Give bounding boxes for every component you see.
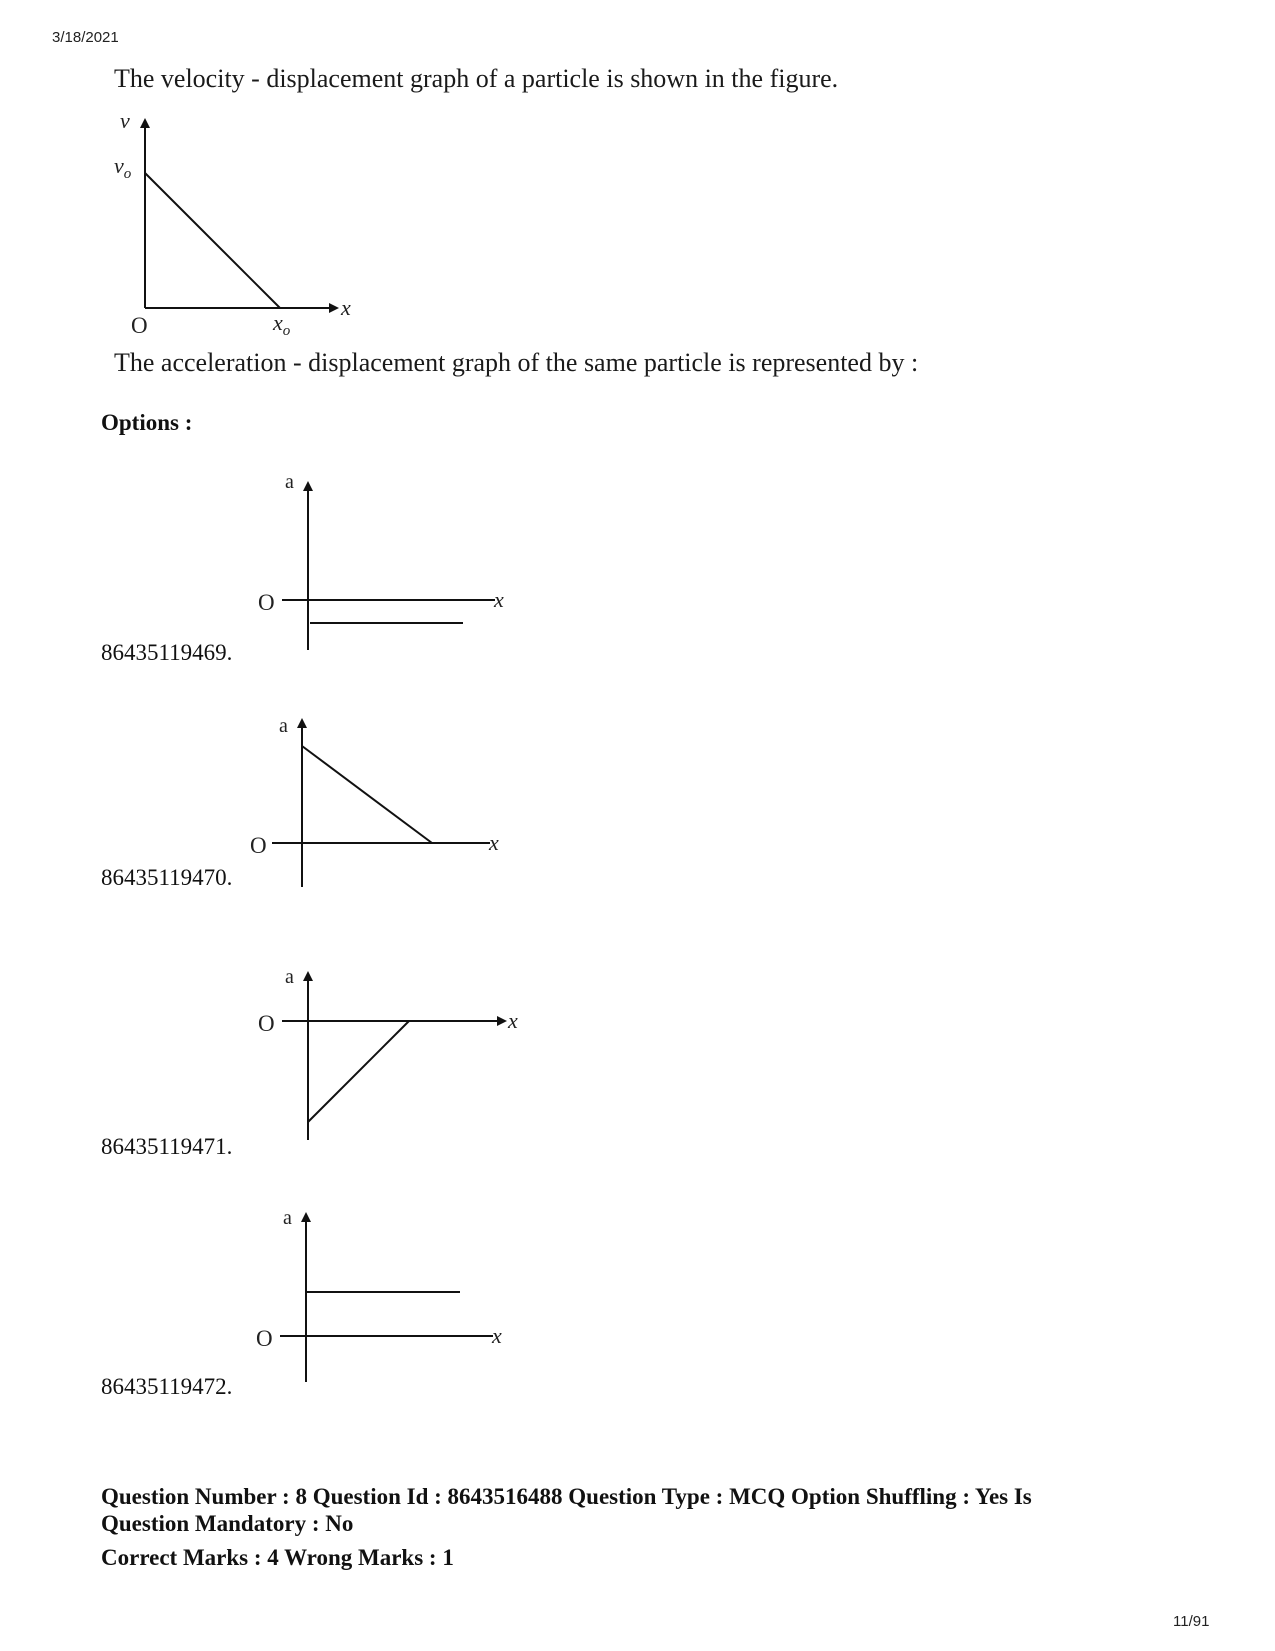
x-axis-label: x xyxy=(341,295,351,320)
x-axis-label: x xyxy=(492,1323,502,1348)
origin-label: O xyxy=(131,313,148,338)
origin-label: O xyxy=(258,1011,275,1036)
marks-line: Correct Marks : 4 Wrong Marks : 1 xyxy=(101,1545,454,1570)
origin-label: O xyxy=(258,590,275,615)
x-axis-label: x xyxy=(494,587,504,612)
x0-label: $x_o$ xyxy=(273,310,291,339)
print-date: 3/18/2021 xyxy=(52,29,119,46)
a-axis-label: a xyxy=(283,1207,292,1229)
options-heading: Options : xyxy=(101,410,193,435)
a-axis-label: a xyxy=(279,715,288,737)
question-meta-line-1: Question Number : 8 Question Id : 8643516488 Question Type : MCQ Option Shuffling : Yes Is xyxy=(101,1484,1032,1509)
origin-label: O xyxy=(250,833,267,858)
option-4-graph xyxy=(0,0,520,1390)
option-1-id[interactable]: 86435119469. xyxy=(101,640,233,665)
v-axis-label: v xyxy=(120,108,130,133)
x-axis-label: x xyxy=(489,830,499,855)
v0-label: $v_o$ xyxy=(114,153,132,182)
origin-label: O xyxy=(256,1326,273,1351)
x-axis-label: x xyxy=(508,1008,518,1033)
option-2-id[interactable]: 86435119470. xyxy=(101,865,233,890)
question-text-line-2: The acceleration - displacement graph of the same particle is represented by : xyxy=(114,348,919,377)
page-number: 11/91 xyxy=(1173,1613,1210,1630)
option-3-id[interactable]: 86435119471. xyxy=(101,1134,233,1159)
question-meta-line-2: Question Mandatory : No xyxy=(101,1511,354,1536)
option-4-id[interactable]: 86435119472. xyxy=(101,1374,233,1399)
a-axis-label: a xyxy=(285,471,294,493)
question-text-line-1: The velocity - displacement graph of a particle is shown in the figure. xyxy=(114,64,839,93)
a-axis-label: a xyxy=(285,966,294,988)
